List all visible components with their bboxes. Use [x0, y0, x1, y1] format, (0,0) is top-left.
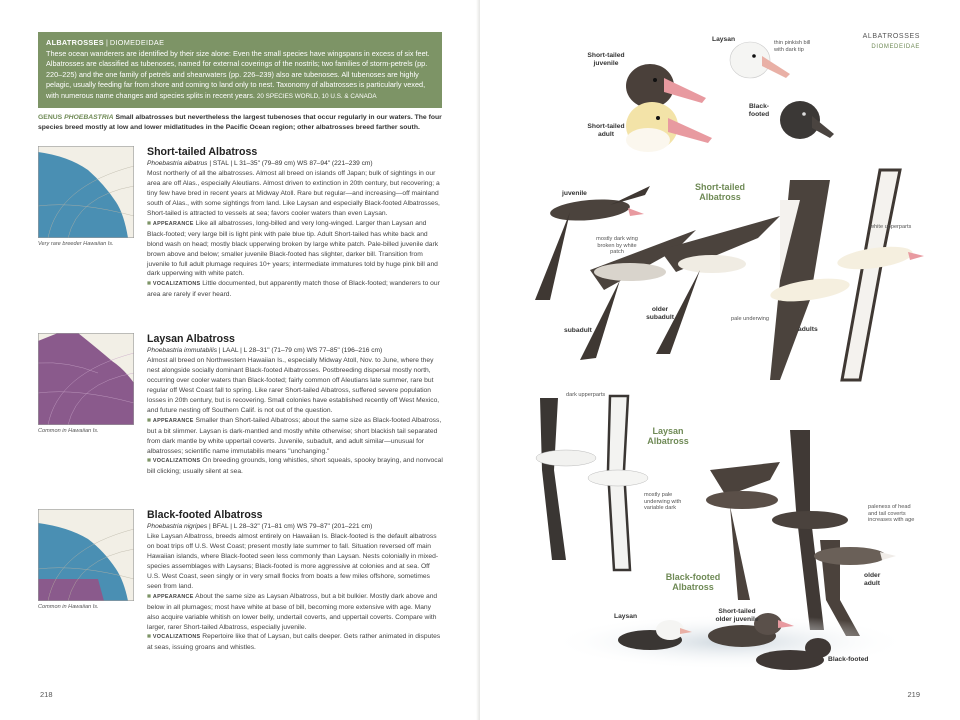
label-st-older-juvenile-sea: Short-tailed older juvenile: [715, 608, 759, 623]
vocalizations-text: Little documented, but apparently match those of Black-footed; wanderers to our area are rarely if ever heard.: [147, 280, 440, 299]
header-subtitle: DIOMEDEIDAE: [871, 44, 920, 50]
species-name: Laysan Albatross: [147, 333, 235, 345]
scientific-name: Phoebastria nigripes: [147, 523, 208, 530]
genus-label: GENUS: [38, 114, 63, 121]
bullet-icon: ■: [147, 457, 152, 465]
bird-laysan-underside: [588, 396, 648, 570]
genus-name: PHOEBASTRIA: [64, 114, 114, 121]
appearance-label: APPEARANCE: [152, 220, 194, 227]
species-count: 20 SPECIES WORLD, 10 U.S. & CANADA: [256, 92, 377, 100]
label-st-adult-head: Short-tailed adult: [587, 123, 625, 138]
species-measurements: | BFAL | L 28–32" (71–81 cm) WS 79–87" (201–221 cm): [208, 523, 373, 530]
appearance-label: APPEARANCE: [152, 593, 194, 600]
page-number-right: 219: [907, 690, 920, 699]
range-map-image: [38, 509, 134, 601]
species-body: Almost all breed on Northwestern Hawaiian Is., especially Midway Atoll, Nov. to June, where they nest alongside socially dominant Black-footed Albatrosses. Postbreeding dispersal mostly north, occurring over cooler waters than Black-footed; fairly common off Aleutians late summer, rare but regular off West Coast fall to spring. Like rarer Short-tailed Albatross, suffered severe population losses in 20th century, but is recovering. Small colonies have established recently off West Mexico, and future nesting off Southern Calif. is not out of the question.: [147, 356, 440, 414]
bullet-icon: ■: [147, 592, 152, 600]
page-number-left: 218: [40, 690, 53, 699]
family-separator: |: [105, 38, 108, 47]
vocalizations-label: VOCALIZATIONS: [152, 634, 201, 641]
vocalizations-text: On breeding grounds, long whistles, short squeals, spooky braying, and nonvocal bill clicking; usually silent at sea.: [147, 457, 443, 476]
label-older-adult: older adult: [864, 572, 881, 587]
genus-block: [38, 113, 444, 133]
species-text: [147, 146, 444, 300]
family-intro-box: [38, 32, 442, 108]
page-header: [863, 32, 920, 52]
bird-laysan-topside: [536, 398, 596, 560]
head-black-footed: [780, 101, 834, 139]
species-measurements: | STAL | L 31–35" (79–89 cm) WS 87–94" (221–239 cm): [209, 160, 373, 167]
appearance-text: Like all albatrosses, long-billed and very long-winged. Larger than Laysan and Black-footed; very large bill is light pink with pale blue tip. Adult Short-tailed has white back and blond wash on head; mostly black upperwing broken by large white patch. Pale-billed juvenile dark brown above and below; smaller juvenile Black-footed has slighter, darker bill. Transition from juvenile to full adult plumage requires 10+ years; intermediate immatures told by huge pink bill and dark upperwing with white patch.: [147, 219, 439, 278]
label-laysan-head: Laysan: [712, 36, 736, 43]
scientific-name: Phoebastria immutabilis: [147, 347, 217, 354]
vocalizations-label: VOCALIZATIONS: [152, 458, 201, 465]
right-page: [480, 0, 960, 720]
head-short-tailed-juvenile: [626, 64, 706, 108]
note-pale-underwing: pale underwing: [731, 316, 769, 322]
vocalizations-label: VOCALIZATIONS: [152, 281, 201, 288]
group-label-black-footed: Black-footed Albatross: [665, 572, 721, 592]
bird-short-tailed-adult-topside: [769, 180, 851, 380]
appearance-text: About the same size as Laysan Albatross, but a bit bulkier. Mostly dark above and below in all plumages; most have white at base of bill, becoming more extensive with age. Many also acquire variable whitish on lower belly, undertail coverts, and uppertail coverts. Compare with larger, rarer Short-tailed Albatross, especially juvenile.: [147, 592, 438, 631]
species-text: [147, 333, 444, 477]
range-map-black-footed: [38, 509, 134, 601]
appearance-text: Smaller than Short-tailed Albatross; about the same size as Black-footed Albatross, but a bit slimmer. Laysan is dark-mantled and mostly white otherwise; short blackish tail separated from dark mantle by white uppertail coverts. Juvenile, subadult, and adult similar—unusual for albatrosses; scientific name immutabilis means "unchanging.": [147, 416, 442, 455]
header-title: ALBATROSSES: [862, 33, 920, 40]
appearance-label: APPEARANCE: [152, 417, 194, 424]
label-subadult: subadult: [564, 327, 592, 334]
label-adults: adults: [798, 326, 818, 333]
bullet-icon: ■: [147, 219, 152, 227]
scientific-name: Phoebastria albatrus: [147, 160, 208, 167]
label-laysan-sea: Laysan: [614, 613, 638, 620]
group-label-short-tailed: Short-tailed Albatross: [694, 182, 745, 202]
label-bf-head: Black-footed: [748, 103, 770, 118]
vocalizations-text: Repertoire like that of Laysan, but calls deeper. Gets rather animated in disputes at seas, issuing groans and whistles.: [147, 633, 441, 652]
group-label-laysan: Laysan Albatross: [647, 426, 689, 446]
note-dark-upperparts: dark upperparts: [566, 392, 606, 398]
family-latin: DIOMEDEIDAE: [109, 38, 165, 47]
note-pink-bill: thin pinkish bill with dark tip: [774, 40, 811, 53]
range-map-image: [38, 146, 134, 238]
species-text: [147, 509, 444, 653]
bird-short-tailed-older-subadult: [656, 216, 780, 354]
range-map-laysan: [38, 333, 134, 425]
species-name: Short-tailed Albatross: [147, 146, 258, 158]
family-intro-text: These ocean wanderers are identified by their size alone: Even the small species have wingspans in excess of six feet. Albatrosses are classified as tubenoses, named for external coverings of the nostrils; two families of storm-petrels (pp. 220–225) and the one family of petrels and shearwaters (pp. 226–239) also are tubenoses. All tubenoses are highly pelagic, usually feeding far from shore and coming to land only to nest. Taxonomy of albatrosses is particularly vexed, with numerous name changes and species splits in recent years.: [46, 48, 430, 100]
bullet-icon: ■: [147, 280, 152, 288]
bullet-icon: ■: [147, 633, 152, 641]
species-measurements: | LAAL | L 28–31" (71–79 cm) WS 77–85" (196–216 cm): [218, 347, 383, 354]
bullet-icon: ■: [147, 416, 152, 424]
label-older-subadult: older subadult: [646, 306, 674, 321]
label-bf-sea: Black-footed: [828, 656, 869, 663]
genus-text: Small albatrosses but nevertheless the largest tubenoses that occur regularly in our waters. The four species breed mostly at low and lower midlatitudes in the Pacific Ocean region; other albatrosses breed farther south.: [38, 114, 442, 131]
bird-short-tailed-adult-underside: [836, 170, 924, 380]
species-body: Like Laysan Albatross, breeds almost entirely on Hawaiian Is. Black-footed is the default albatross on boat trips off U.S. West Coast; present mostly late summer to fall. Situation reversed off main Hawaiian islands, where Black-footed seen less commonly than Laysan. Nests colonially in mixed-species assemblages with Laysans; Black-footed is more aggressive at colonies and at sea. Off U.S. West Coast, seen singly or in very small flocks from boats a few miles offshore, sometimes seen from land.: [147, 532, 439, 590]
map-caption: Common in Hawaiian Is.: [38, 604, 99, 610]
range-map-short-tailed: [38, 146, 134, 238]
note-paleness: paleness of head and tail coverts increases with age: [868, 504, 915, 523]
range-map-image: [38, 333, 134, 425]
note-mostly-pale: mostly pale underwing with variable dark: [644, 492, 682, 511]
note-wing-broken: mostly dark wing broken by white patch: [596, 236, 638, 255]
map-caption: Very rare breeder Hawaiian Is.: [38, 241, 114, 247]
label-juvenile: juvenile: [562, 190, 587, 197]
species-name: Black-footed Albatross: [147, 509, 263, 521]
map-caption: Common in Hawaiian Is.: [38, 428, 99, 434]
label-st-juvenile-head: Short-tailed juvenile: [587, 52, 625, 67]
species-body: Most northerly of all the albatrosses. Almost all breed on islands off Japan; bulk of sightings in our area are off Alas., especially Aleutians. Almost driven to extinction in 20th century, but recovering; a tiny few have bred in recent years at Midway Atoll. Rare but regular—and increasing—off mainland south of Alas., with some sightings from land. Like Laysan and especially Black-footed Albatrosses, Short-tailed is attracted to vessels at sea; favors cooler waters than even Laysan.: [147, 169, 440, 217]
head-short-tailed-adult: [626, 102, 712, 152]
note-white-upperparts: white upperparts: [870, 224, 912, 230]
family-name: ALBATROSSES: [46, 38, 104, 47]
